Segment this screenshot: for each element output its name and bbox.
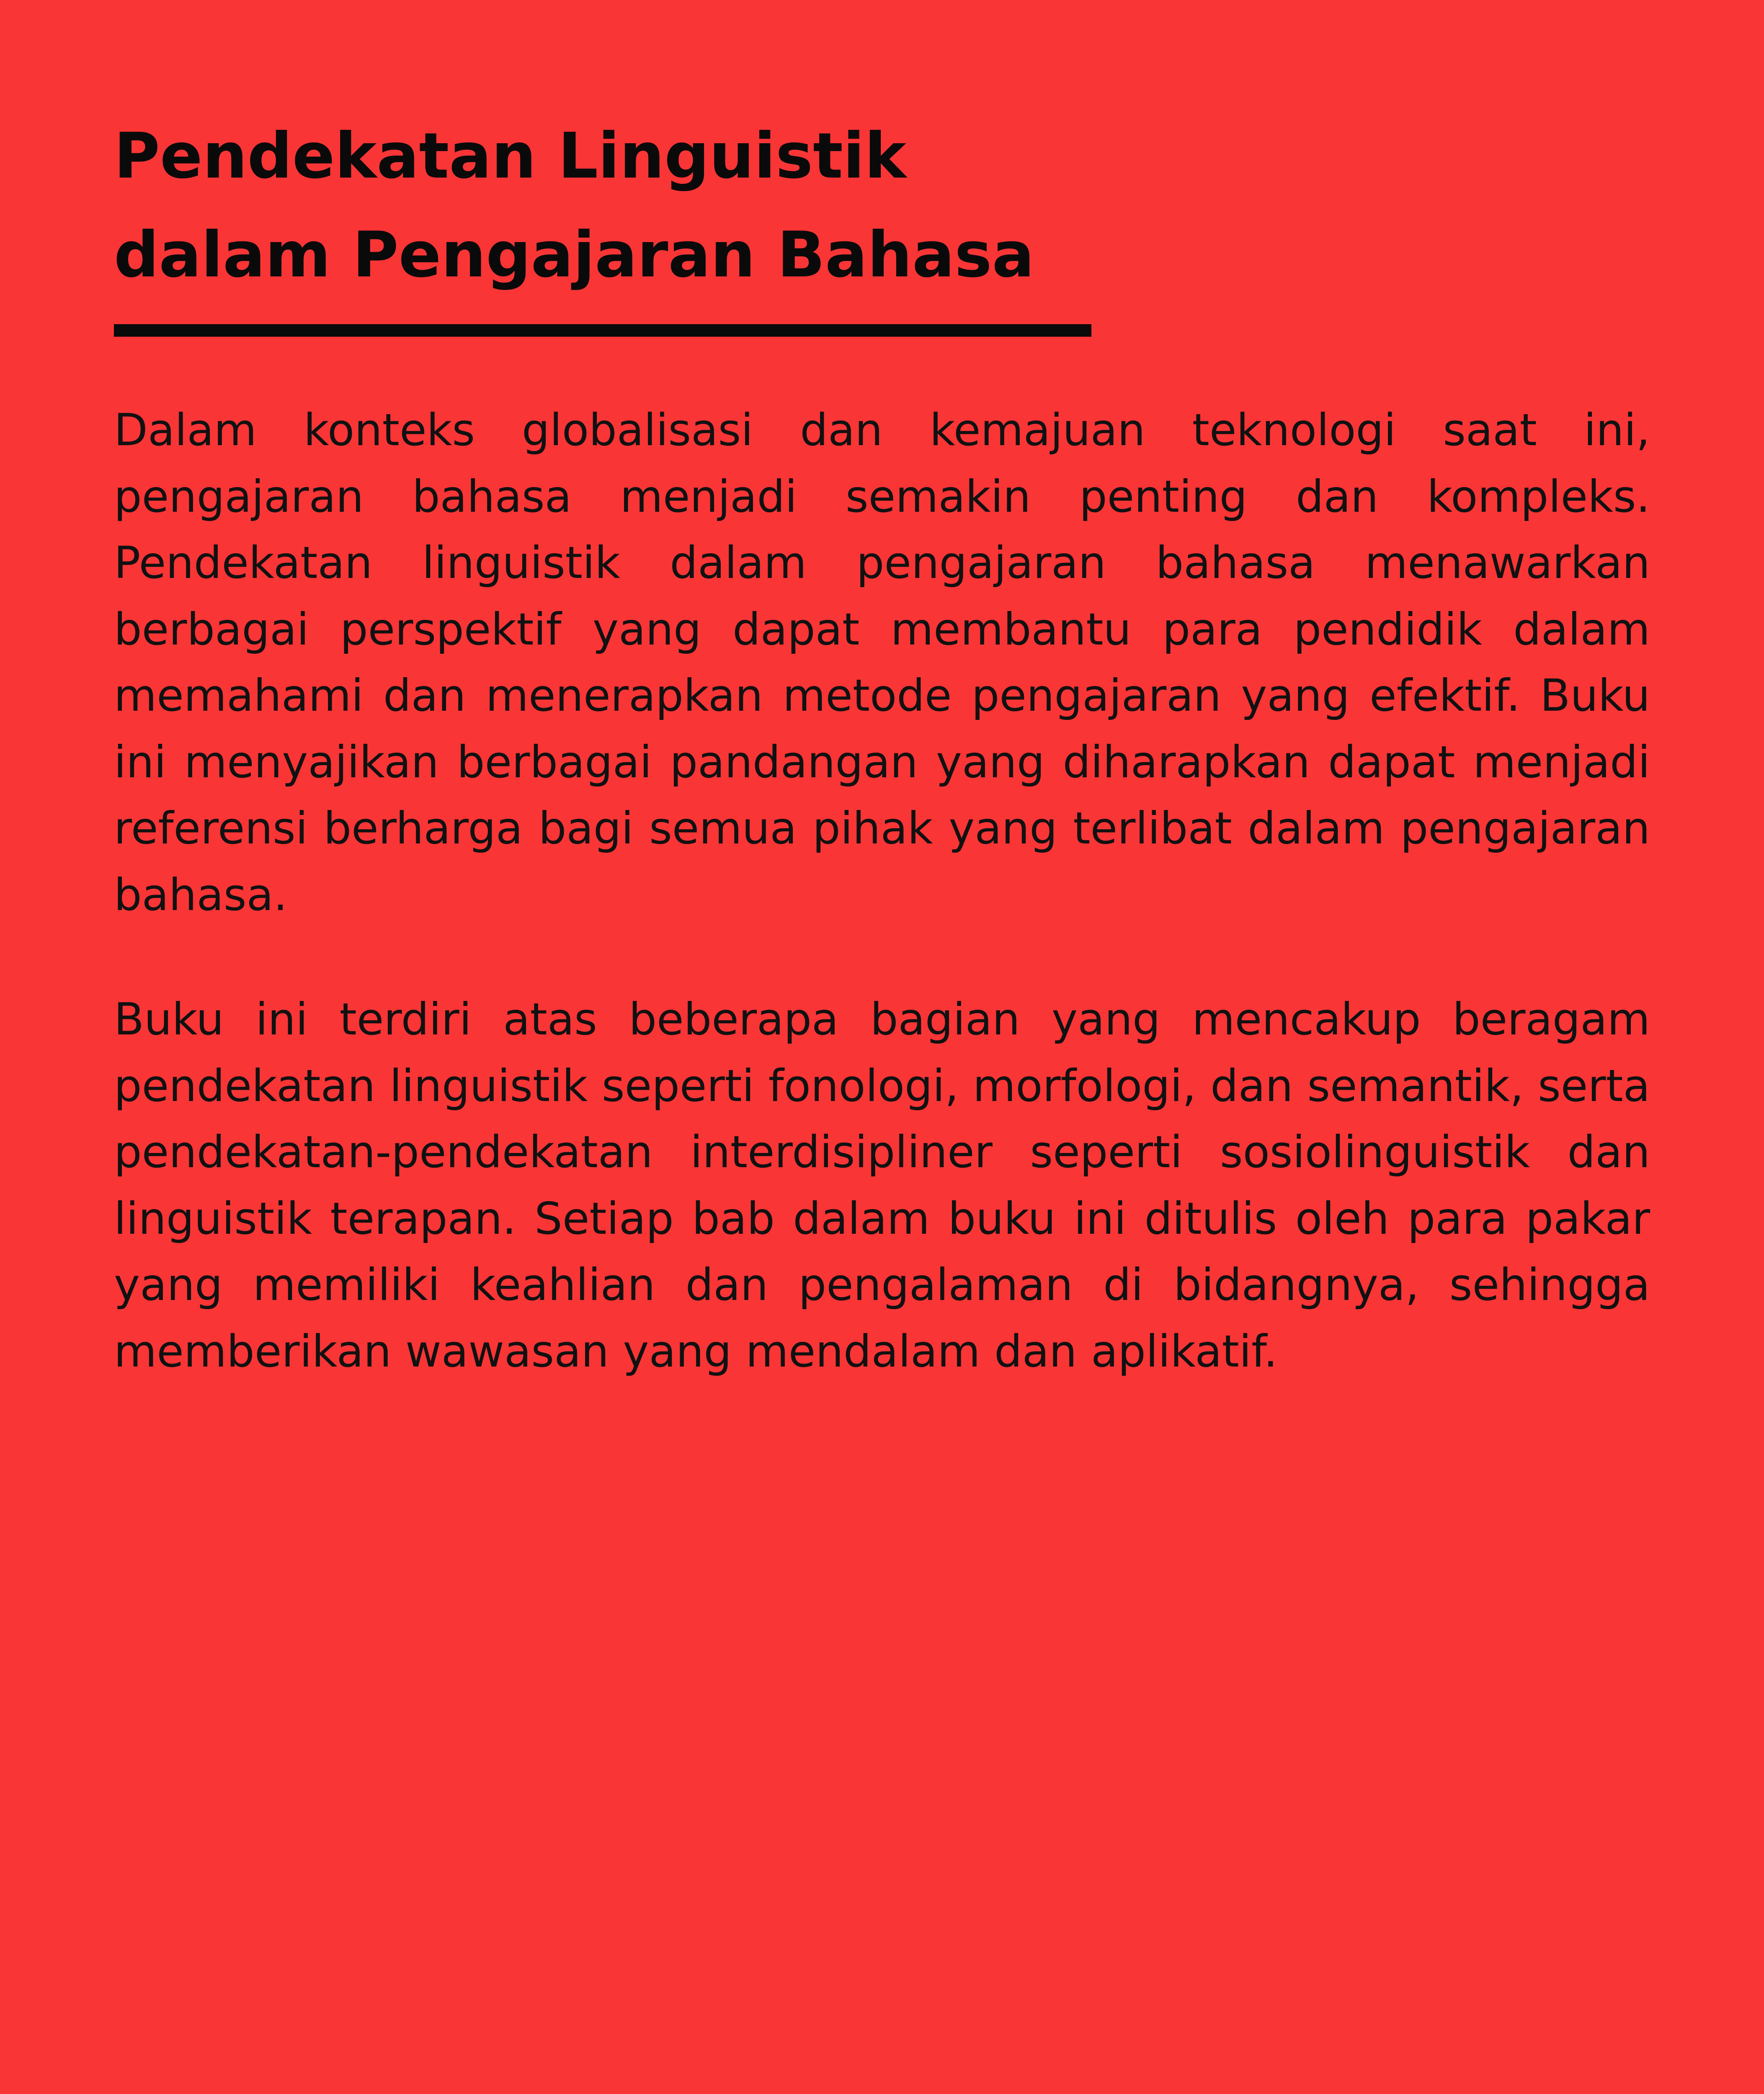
title-line-2: dalam Pengajaran Bahasa	[114, 219, 1034, 291]
synopsis-paragraph-1: Dalam konteks globalisasi dan kemajuan teknologi saat ini, pengajaran bahasa menjadi semakin penting dan kompleks. Pendekatan linguistik dalam pengajaran bahasa menawarkan berbagai perspektif yang dapat membantu para pendidik dalam memahami dan menerapkan metode pengajaran yang efektif. Buku ini menyajikan berbagai pandangan yang diharapkan dapat menjadi referensi berharga bagi semua pihak yang terlibat dalam pengajaran bahasa.	[114, 405, 1650, 921]
book-title	[114, 107, 1119, 304]
title-underline	[114, 324, 1091, 337]
synopsis-paragraph-2: Buku ini terdiri atas beberapa bagian yang mencakup beragam pendekatan linguistik seperti fonologi, morfologi, dan semantik, serta pendekatan-pendekatan interdisipliner seperti sosiolinguistik dan linguistik terapan. Setiap bab dalam buku ini ditulis oleh para pakar yang memiliki keahlian dan pengalaman di bidangnya, sehingga memberikan wawasan yang mendalam dan aplikatif.	[114, 994, 1650, 1377]
title-line-1: Pendekatan Linguistik	[114, 120, 906, 193]
